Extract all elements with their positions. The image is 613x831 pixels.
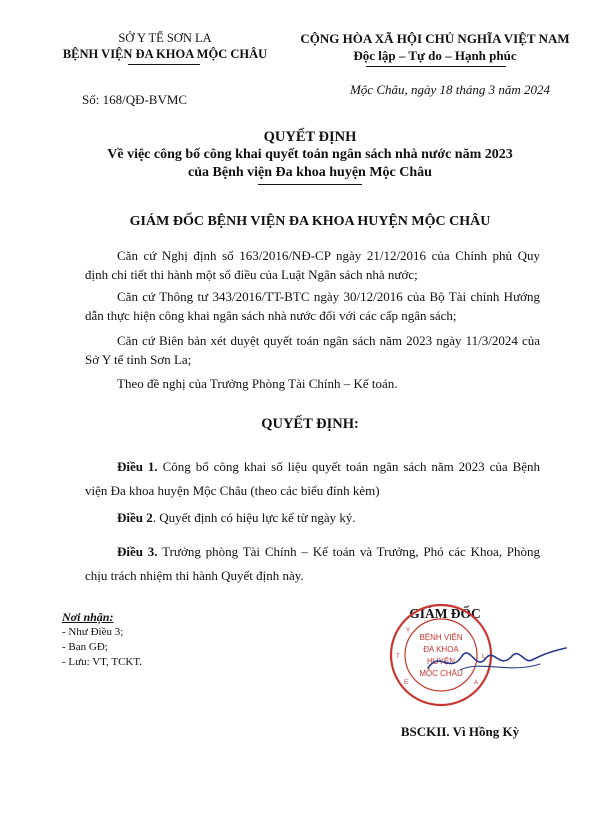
agency-parent: SỞ Y TẾ SƠN LA — [118, 31, 212, 45]
title-underline — [258, 184, 362, 185]
recipient-item: - Như Điều 3; — [62, 626, 124, 638]
basis-4: Theo đề nghị của Trưởng Phòng Tài Chính – Kế toán. — [117, 376, 398, 391]
agency-name: BỆNH VIỆN ĐA KHOA MỘC CHÂU — [62, 47, 268, 61]
article-1-text: Công bố công khai số liệu quyết toán ngân sách năm 2023 của Bệnh viện Đa khoa huyện Mộc Châu (theo các biểu đính kèm) — [85, 459, 541, 498]
article-2-label: Điều 2 — [117, 510, 153, 525]
document-title — [60, 128, 560, 182]
title-main: QUYẾT ĐỊNH — [263, 129, 357, 145]
article-1 — [85, 455, 540, 503]
issue-date: Mộc Châu, ngày 18 tháng 3 năm 2024 — [349, 82, 551, 97]
handwritten-signature — [420, 630, 570, 685]
article-2 — [85, 508, 540, 527]
signer-name: BSCKII. Vì Hồng Kỳ — [400, 724, 520, 739]
title-sub-2: của Bệnh viện Đa khoa huyện Mộc Châu — [188, 165, 432, 180]
recipients-block — [62, 610, 262, 670]
basis-3: Căn cứ Biên bản xét duyệt quyết toán ngân sách năm 2023 ngày 11/3/2024 của Sở Y tế tỉnh Sơn La; — [85, 333, 540, 367]
basis-1: Căn cứ Nghị định số 163/2016/NĐ-CP ngày 21/12/2016 của Chính phủ Quy định chi tiết thi hành một số điều của Luật Ngân sách nhà nước; — [85, 248, 540, 282]
signer-title: GIÁM ĐỐC — [409, 606, 481, 621]
national-title: CỘNG HÒA XÃ HỘI CHỦ NGHĨA VIỆT NAM — [300, 31, 570, 46]
svg-text:A: A — [474, 680, 479, 686]
recipient-item: - Ban GĐ; — [62, 641, 108, 653]
stamp-text-line: ĐA KHOA — [423, 645, 459, 654]
article-3-text: Trưởng phòng Tài Chính – Kế toán và Trưởng, Phó các Khoa, Phòng chịu trách nhiệm thi hành Quyết định này. — [85, 544, 540, 583]
recipients-heading: Nơi nhận: — [62, 610, 114, 624]
stamp-text-line: HUYỆN — [426, 657, 456, 666]
article-3-label: Điều 3. — [117, 544, 158, 559]
agency-underline — [128, 64, 200, 65]
agency-header — [40, 30, 290, 62]
svg-text:Y: Y — [406, 628, 411, 634]
motto-underline — [366, 66, 506, 67]
svg-text:L: L — [482, 654, 486, 660]
issuer-heading: GIÁM ĐỐC BỆNH VIỆN ĐA KHOA HUYỆN MỘC CHÂU — [129, 214, 491, 229]
document-number: Số: 168/QĐ-BVMC — [82, 92, 188, 107]
article-1-label: Điều 1. — [117, 459, 158, 474]
title-sub-1: Về việc công bố công khai quyết toán ngân sách nhà nước năm 2023 — [107, 147, 513, 162]
article-3 — [85, 540, 540, 588]
national-header — [285, 30, 585, 64]
basis-2: Căn cứ Thông tư 343/2016/TT-BTC ngày 30/12/2016 của Bộ Tài chính Hướng dẫn thực hiện công khai ngân sách nhà nước đối với các cấp ngân sách; — [85, 289, 540, 323]
svg-text:E: E — [404, 680, 409, 686]
article-2-text: . Quyết định có hiệu lực kể từ ngày ký. — [152, 510, 356, 525]
stamp-text-line: BỆNH VIỆN — [419, 633, 463, 642]
recipient-item: - Lưu: VT, TCKT. — [62, 656, 143, 668]
svg-text:T: T — [396, 654, 400, 660]
national-motto: Độc lập – Tự do – Hạnh phúc — [353, 48, 517, 63]
decision-heading: QUYẾT ĐỊNH: — [261, 416, 359, 432]
stamp-text-line: MỘC CHÂU — [419, 669, 463, 678]
